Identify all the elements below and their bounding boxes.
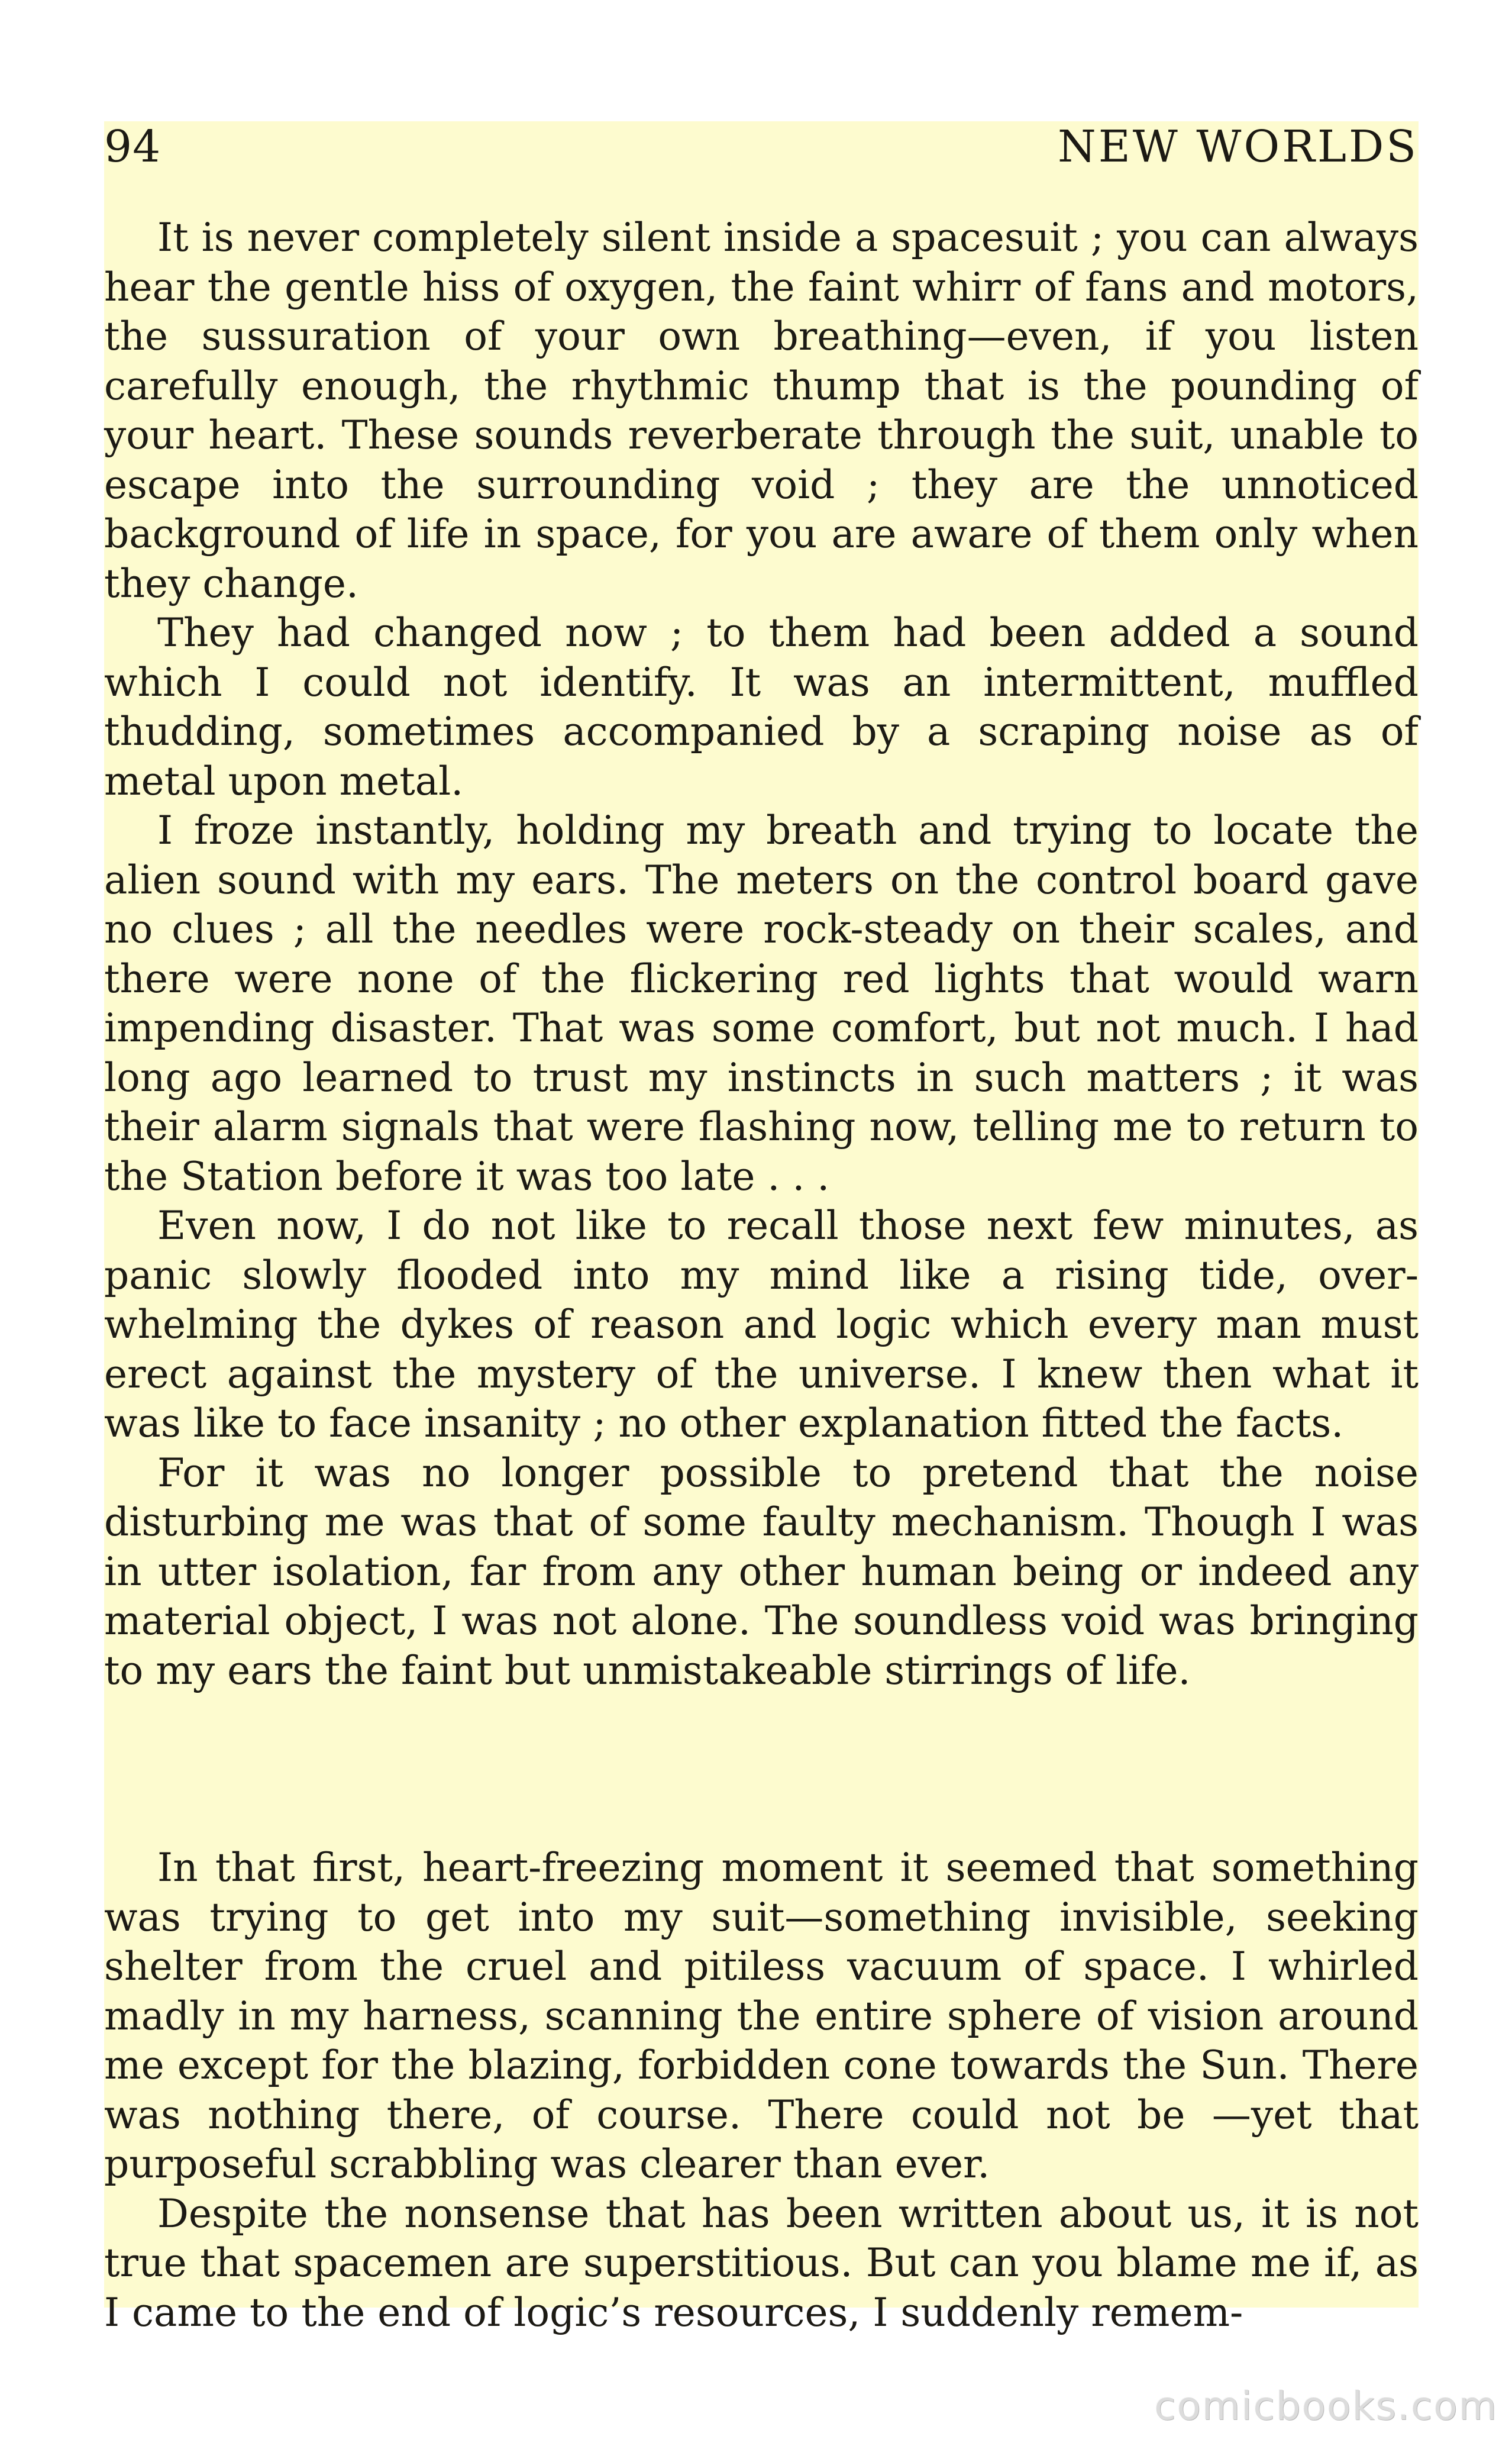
running-head: NEW WORLDS	[1058, 121, 1419, 172]
paragraph: It is never completely silent inside a spacesuit ; you can always hear the gentle hiss of oxygen, the faint whirr of fans and motors, the sussuration of your own breathing—even, if you listen carefully enough, the rhythmic thump that is the pounding of your heart. These sounds reverberate through the suit, unable to escape into the surrounding void ; they are the unnoticed background of life in space, for you are aware of them only when they change.	[104, 215, 1419, 606]
paragraph: In that first, heart-freezing moment it seemed that something was trying to get into my suit—something invisible, seeking shelter from the cruel and pitiless vacuum of space. I whirled madly in my harness, scanning the entire sphere of vision around me except for the blazing, forbidden cone towards the Sun. There was nothing there, of course. There could not be —yet that purposeful scrabbling was clearer than ever.	[104, 1845, 1419, 2187]
paragraph: Despite the nonsense that has been written about us, it is not true that spacemen are superstitious. But can you blame me if, as I came to the end of logic’s resources, I suddenly remem-	[104, 2190, 1419, 2335]
paragraph: I froze instantly, holding my breath and trying to locate the alien sound with my ears. The meters on the control board gave no clues ; all the needles were rock-steady on their scales, and there were none of the flickering red lights that would warn impending disaster. That was some comfort, but not much. I had long ago learned to trust my instincts in such matters ; it was their alarm signals that were flashing now, telling me to return to the Station before it was too late . . .	[104, 808, 1419, 1199]
story-section-one	[104, 213, 1419, 1695]
page-header	[104, 117, 1419, 176]
paragraph: They had changed now ; to them had been added a sound which I could not identify. It was an intermittent, muffled thudding, sometimes accompanied by a scraping noise as of metal upon metal.	[104, 610, 1419, 804]
paragraph: Even now, I do not like to recall those next few minutes, as panic slowly flooded into my mind like a rising tide, over-whelming the dykes of reason and logic which every man must erect against the mystery of the universe. I knew then what it was like to face insanity ; no other explanation fitted the facts.	[104, 1203, 1419, 1446]
page-number: 94	[104, 121, 161, 172]
watermark: comicbooks.com	[1154, 2383, 1498, 2429]
story-section-two	[104, 1843, 1419, 2337]
paragraph: For it was no longer possible to pretend that the noise disturbing me was that of some faulty mechanism. Though I was in utter isolation, far from any other human being or indeed any material object, I was not alone. The soundless void was bringing to my ears the faint but unmistakeable stirrings of life.	[104, 1450, 1419, 1693]
